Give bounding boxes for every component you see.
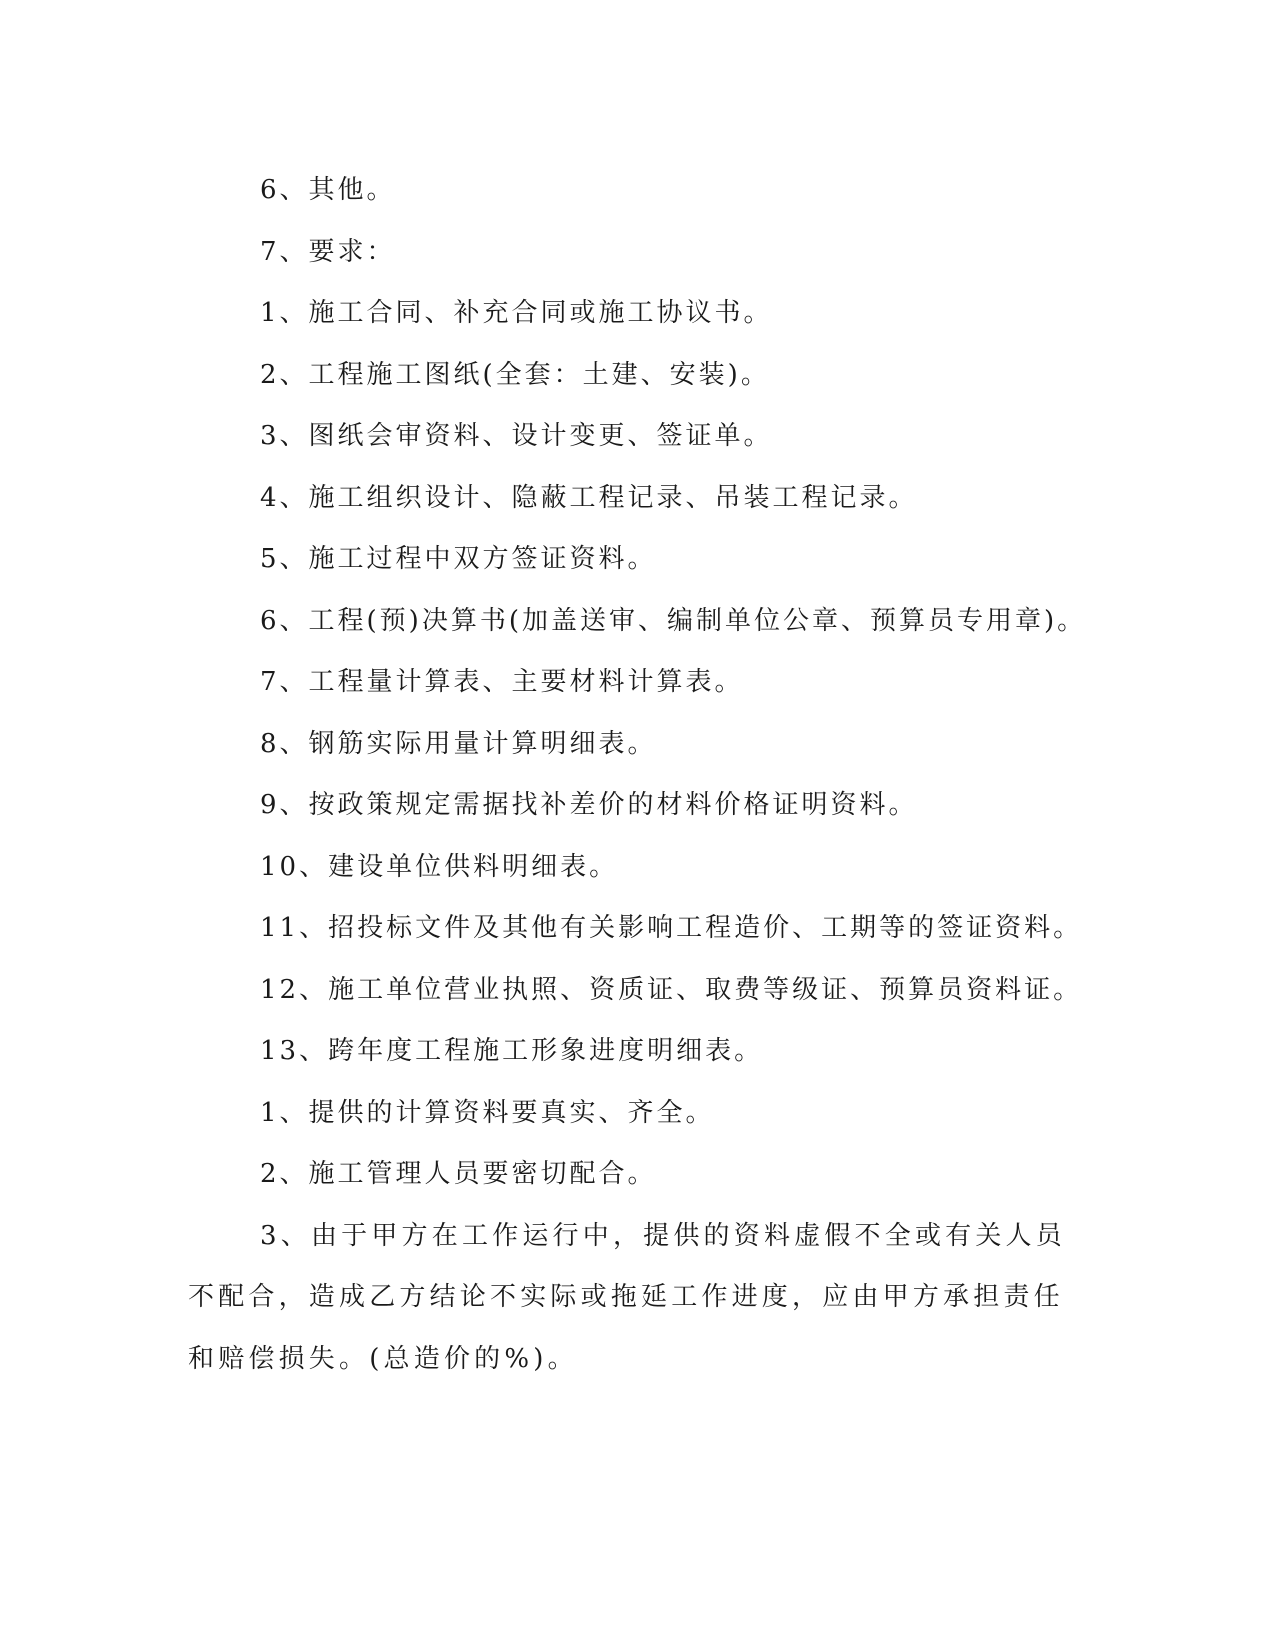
list-line: 7、工程量计算表、主要材料计算表。 <box>260 667 744 697</box>
list-line: 13、跨年度工程施工形象进度明细表。 <box>260 1036 764 1066</box>
list-line: 9、按政策规定需据找补差价的材料价格证明资料。 <box>260 790 918 820</box>
list-line: 1、施工合同、补充合同或施工协议书。 <box>260 298 773 328</box>
list-line: 10、建设单位供料明细表。 <box>260 851 619 882</box>
list-line: 7、要求： <box>260 236 396 267</box>
list-line: 5、施工过程中双方签证资料。 <box>260 544 657 574</box>
list-line: 3、图纸会审资料、设计变更、签证单。 <box>260 421 773 451</box>
list-line: 12、施工单位营业执照、资质证、取费等级证、预算员资料证。 <box>260 974 1083 1005</box>
list-line: 6、工程(预)决算书(加盖送审、编制单位公章、预算员专用章)。 <box>260 605 1087 636</box>
document-body <box>188 160 1087 1390</box>
list-line: 6、其他。 <box>260 175 396 205</box>
list-line: 8、钢筋实际用量计算明细表。 <box>260 728 657 759</box>
final-paragraph: 3、由于甲方在工作运行中，提供的资料虚假不全或有关人员不配合，造成乙方结论不实际或拖延工作进度，应由甲方承担责任和赔偿损失。(总造价的%)。 <box>188 1220 1066 1374</box>
list-line: 4、施工组织设计、隐蔽工程记录、吊装工程记录。 <box>260 482 918 513</box>
list-line: 2、施工管理人员要密切配合。 <box>260 1159 657 1189</box>
list-line: 2、工程施工图纸(全套：土建、安装)。 <box>260 359 770 390</box>
list-line: 11、招投标文件及其他有关影响工程造价、工期等的签证资料。 <box>260 913 1083 943</box>
list-line: 1、提供的计算资料要真实、齐全。 <box>260 1097 715 1128</box>
